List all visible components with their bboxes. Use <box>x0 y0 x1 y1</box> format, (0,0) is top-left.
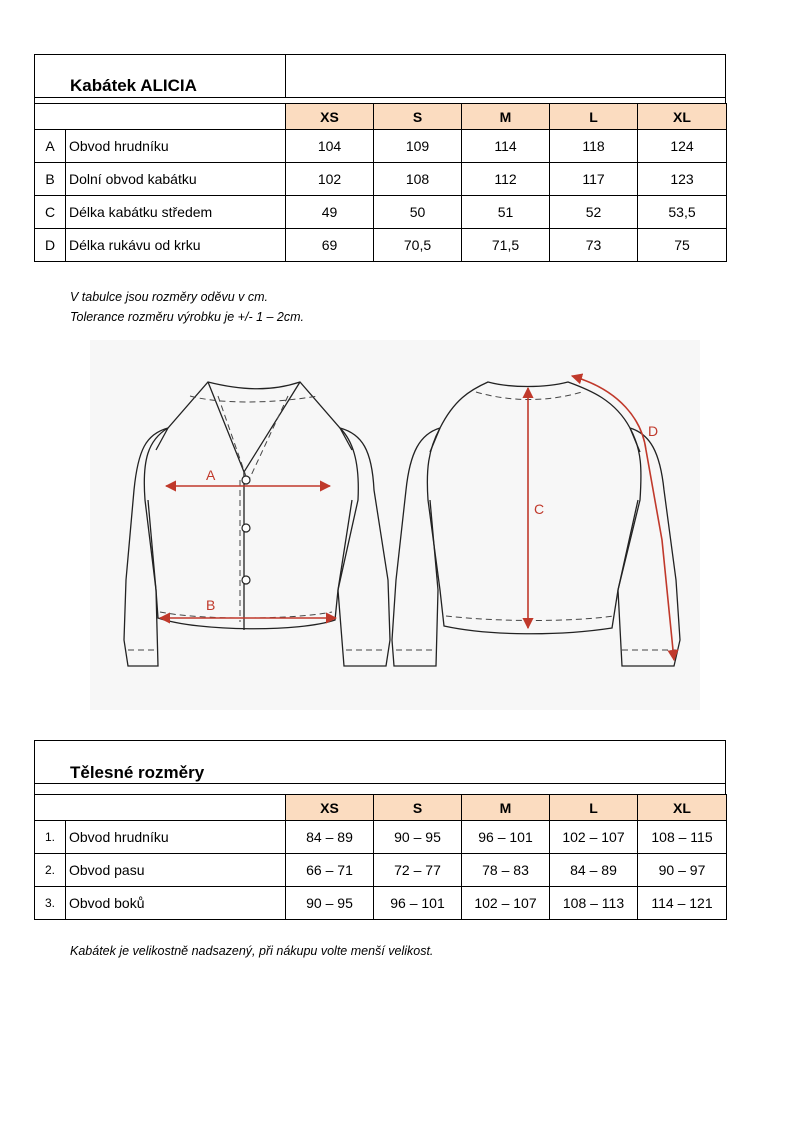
row-letter: C <box>35 196 66 229</box>
table-row <box>35 130 727 163</box>
row-label: Dolní obvod kabátku <box>66 163 286 196</box>
cell-value: 102 – 107 <box>462 887 550 920</box>
measure-d-label: D <box>648 423 659 439</box>
cell-value: 90 – 95 <box>374 821 462 854</box>
size-header: XL <box>638 795 727 821</box>
table-row <box>35 196 727 229</box>
cell-value: 112 <box>462 163 550 196</box>
cell-value: 96 – 101 <box>374 887 462 920</box>
size-header: S <box>374 795 462 821</box>
cell-value: 51 <box>462 196 550 229</box>
size-header: S <box>374 104 462 130</box>
size-header: M <box>462 795 550 821</box>
garment-table-title: Kabátek ALICIA <box>70 76 197 95</box>
cell-value: 71,5 <box>462 229 550 262</box>
row-number: 1. <box>35 821 66 854</box>
cell-value: 50 <box>374 196 462 229</box>
garment-measurements <box>34 103 727 262</box>
size-header-row <box>35 104 727 130</box>
button-icon <box>242 476 250 484</box>
cell-value: 118 <box>550 130 638 163</box>
cell-value: 78 – 83 <box>462 854 550 887</box>
row-number: 3. <box>35 887 66 920</box>
cell-value: 69 <box>286 229 374 262</box>
size-header-row <box>35 795 727 821</box>
cell-value: 108 <box>374 163 462 196</box>
row-letter: B <box>35 163 66 196</box>
table-row <box>35 229 727 262</box>
cell-value: 109 <box>374 130 462 163</box>
row-label: Obvod boků <box>66 887 286 920</box>
row-label: Obvod hrudníku <box>66 821 286 854</box>
row-label: Obvod pasu <box>66 854 286 887</box>
body-size-table <box>34 740 726 920</box>
drawing-background <box>90 340 700 710</box>
garment-table-title-row <box>34 54 726 97</box>
size-header: L <box>550 795 638 821</box>
cell-value: 114 <box>462 130 550 163</box>
size-header: M <box>462 104 550 130</box>
row-label: Délka rukávu od krku <box>66 229 286 262</box>
cell-value: 72 – 77 <box>374 854 462 887</box>
cell-value: 117 <box>550 163 638 196</box>
size-header: L <box>550 104 638 130</box>
table-row <box>35 163 727 196</box>
cell-value: 96 – 101 <box>462 821 550 854</box>
cell-value: 102 – 107 <box>550 821 638 854</box>
cell-value: 73 <box>550 229 638 262</box>
size-header: XL <box>638 104 727 130</box>
button-icon <box>242 576 250 584</box>
table-row <box>35 821 727 854</box>
cardigan-technical-drawing <box>90 340 700 710</box>
note-units: V tabulce jsou rozměry oděvu v cm. <box>70 290 268 304</box>
row-label: Obvod hrudníku <box>66 130 286 163</box>
garment-table-title-cell <box>35 55 286 97</box>
cell-value: 108 – 115 <box>638 821 727 854</box>
table-row <box>35 887 727 920</box>
cell-value: 75 <box>638 229 727 262</box>
cell-value: 70,5 <box>374 229 462 262</box>
row-label: Délka kabátku středem <box>66 196 286 229</box>
row-letter: A <box>35 130 66 163</box>
button-icon <box>242 524 250 532</box>
note-tolerance: Tolerance rozměru výrobku je +/- 1 – 2cm. <box>70 310 305 324</box>
cell-value: 53,5 <box>638 196 727 229</box>
size-header: XS <box>286 795 374 821</box>
cell-value: 108 – 113 <box>550 887 638 920</box>
footer-note: Kabátek je velikostně nadsazený, při nákupu volte menší velikost. <box>70 944 434 958</box>
measure-c-label: C <box>534 501 545 517</box>
body-table-title: Tělesné rozměry <box>70 763 205 782</box>
cell-value: 114 – 121 <box>638 887 727 920</box>
cell-value: 123 <box>638 163 727 196</box>
garment-size-table <box>34 54 726 262</box>
body-table-title-row <box>34 740 726 783</box>
measure-a-label: A <box>206 467 216 483</box>
cell-value: 102 <box>286 163 374 196</box>
cell-value: 90 – 95 <box>286 887 374 920</box>
row-letter: D <box>35 229 66 262</box>
cell-value: 104 <box>286 130 374 163</box>
cell-value: 66 – 71 <box>286 854 374 887</box>
cell-value: 124 <box>638 130 727 163</box>
row-number: 2. <box>35 854 66 887</box>
table-row <box>35 854 727 887</box>
cell-value: 84 – 89 <box>550 854 638 887</box>
cell-value: 84 – 89 <box>286 821 374 854</box>
cell-value: 49 <box>286 196 374 229</box>
cell-value: 52 <box>550 196 638 229</box>
header-blank-cell <box>35 795 286 821</box>
measure-b-label: B <box>206 597 216 613</box>
divider <box>34 783 726 794</box>
cell-value: 90 – 97 <box>638 854 727 887</box>
body-measurements <box>34 794 727 920</box>
size-header: XS <box>286 104 374 130</box>
header-blank-cell <box>35 104 286 130</box>
